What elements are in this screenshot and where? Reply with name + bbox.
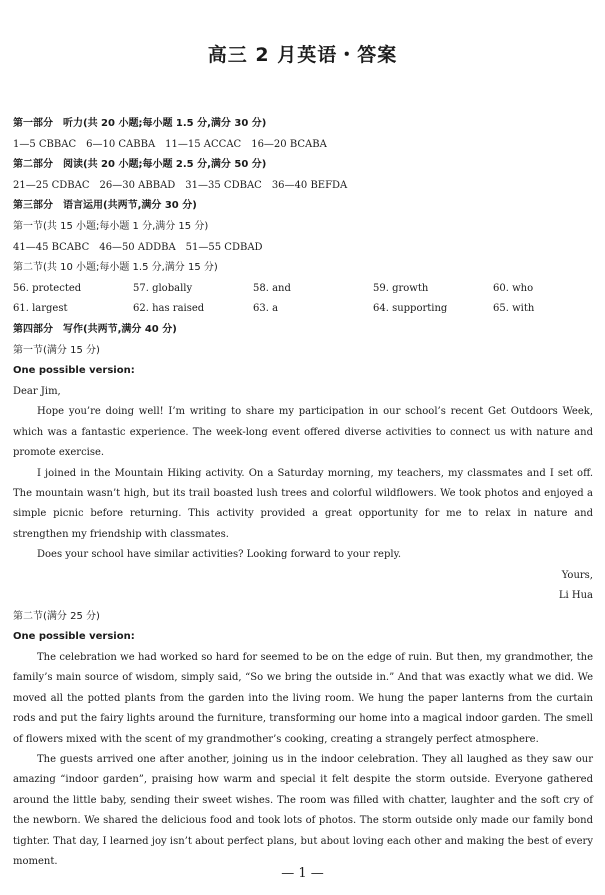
part4-sec2-heading: 第二节(满分 25 分) (13, 610, 100, 622)
part3-sec1-answers: 41—45 BCABC 46—50 ADDBA 51—55 CDBAD (13, 241, 263, 253)
part2-heading: 第二部分 阅读(共 20 小题;每小题 2.5 分,满分 50 分) (13, 159, 267, 171)
answer-56: 56. protected (13, 282, 82, 294)
part4-sec1-label: One possible version: (13, 365, 135, 377)
part1-heading: 第一部分 听力(共 20 小题;每小题 1.5 分,满分 30 分) (13, 118, 267, 129)
answer-60: 60. who (493, 282, 534, 294)
letter-greeting: Dear Jim, (13, 385, 61, 397)
page-number: — 1 — (281, 866, 324, 881)
part3-sec1-heading: 第一节(共 15 小题;每小题 1 分,满分 15 分) (13, 220, 209, 232)
letter-paragraph-2: I joined in the Mountain Hiking activity. On a Saturday morning, my teachers, my classmates and I set off. The mountain wasn’t high, but its trail boasted lush trees and colorful wildflowers. We took photos and enjoyed a simple picnic before returning. This activity provided a great opportunity for me to relax in nature and strengthen my friendship with classmates. (13, 467, 593, 540)
letter-closing: Yours, (561, 569, 593, 581)
answer-59: 59. growth (373, 282, 429, 294)
letter-signature: Li Hua (558, 590, 593, 602)
page-title: 高三 2 月英语・答案 (207, 44, 398, 66)
part4-sec1-heading: 第一节(满分 15 分) (13, 344, 100, 356)
story-paragraph-2: The guests arrived one after another, joining us in the indoor celebration. They all laughed as they saw our amazing “indoor garden”, praising how warm and special it felt despite the storm outside. Everyone gathered around the little baby, sending their sweet wishes. The room was filled with chatter, laughter and the soft cry of the newborn. We shared the delicious food and took lots of photos. The storm outside only made our family bond tighter. That day, I learned joy isn’t about perfect plans, but about loving each other and making the best of every moment. (13, 753, 593, 867)
part4-sec2-label: One possible version: (13, 631, 135, 643)
answer-58: 58. and (253, 282, 291, 294)
answer-64: 64. supporting (373, 303, 448, 315)
letter-paragraph-3: Does your school have similar activities? Looking forward to your reply. (37, 549, 402, 561)
part1-answers: 1—5 CBBAC 6—10 CABBA 11—15 ACCAC 16—20 BCABA (13, 138, 327, 150)
answer-61: 61. largest (13, 303, 68, 315)
answer-63: 63. a (253, 303, 279, 315)
letter-paragraph-1: Hope you’re doing well! I’m writing to share my participation in our school’s recent Get Outdoors Week, which was a fantastic experience. The week-long event offered diverse activities to connect us with nature and promote exercise. (13, 406, 593, 459)
part3-sec2-heading: 第二节(共 10 小题;每小题 1.5 分,满分 15 分) (13, 262, 218, 274)
answer-65: 65. with (493, 303, 535, 315)
part3-heading: 第三部分 语言运用(共两节,满分 30 分) (13, 200, 197, 212)
story-paragraph-1: The celebration we had worked so hard for seemed to be on the edge of ruin. But then, my grandmother, the family’s main source of wisdom, simply said, “So we bring the outside in.” And that was exactly what we did. We moved all the potted plants from the garden into the living room. We hung the paper lanterns from the curtain rods and put the fairy lights around the furniture, transforming our home into a magical indoor garden. The smell of flowers mixed with the scent of my grandmother’s cooking, creating a strangely perfect atmosphere. (13, 651, 593, 745)
part3-sec2-answer-grid (13, 279, 593, 320)
part2-answers: 21—25 CDBAC 26—30 ABBAD 31—35 CDBAC 36—40 BEFDA (13, 179, 348, 191)
content-area (13, 114, 593, 872)
answer-62: 62. has raised (133, 303, 205, 315)
part4-heading: 第四部分 写作(共两节,满分 40 分) (13, 323, 177, 335)
answer-57: 57. globally (133, 282, 193, 294)
